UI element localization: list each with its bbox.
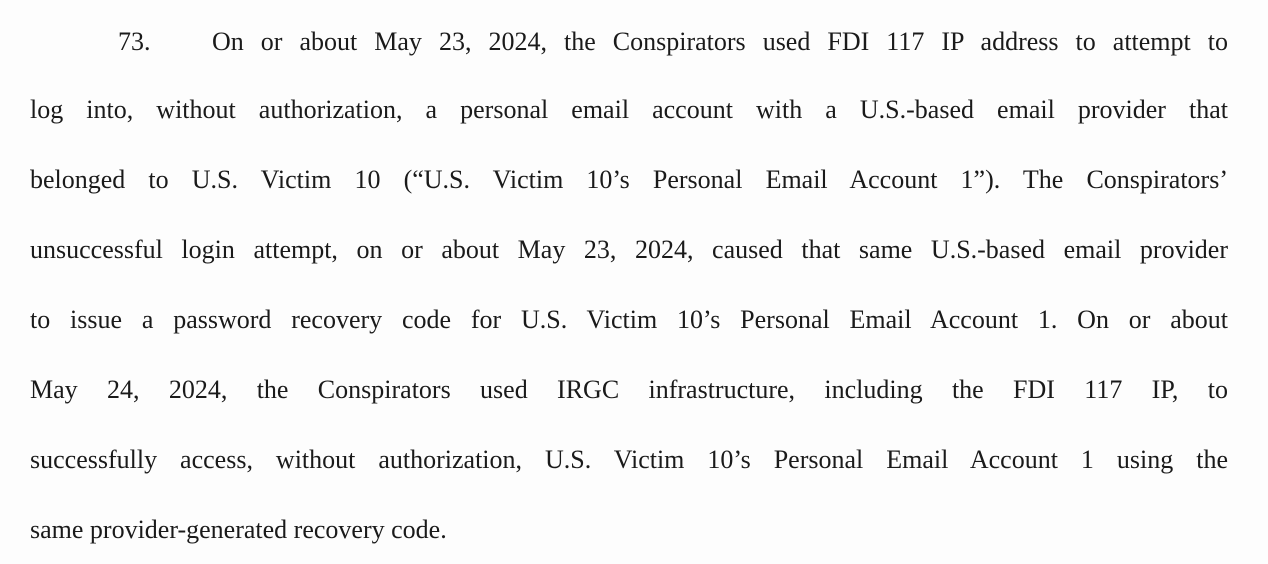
- paragraph-line-1-text: On or about May 23, 2024, the Conspirators used FDI 117 IP address to attempt to: [212, 27, 1228, 56]
- paragraph-number: 73.: [118, 27, 151, 56]
- paragraph-line-6: May 24, 2024, the Conspirators used IRGC infrastructure, including the FDI 117 IP, to: [30, 375, 1228, 404]
- paragraph-line-2: log into, without authorization, a personal email account with a U.S.-based email provider that: [30, 95, 1228, 124]
- paragraph-line-5: to issue a password recovery code for U.S. Victim 10’s Personal Email Account 1. On or about: [30, 305, 1228, 334]
- paragraph-line-1: [118, 22, 1228, 62]
- paragraph-line-7: successfully access, without authorization, U.S. Victim 10’s Personal Email Account 1 using the: [30, 445, 1228, 474]
- paragraph-line-4: unsuccessful login attempt, on or about May 23, 2024, caused that same U.S.-based email provider: [30, 235, 1228, 264]
- paragraph-line-3: belonged to U.S. Victim 10 (“U.S. Victim 10’s Personal Email Account 1”). The Conspirators’: [30, 165, 1228, 194]
- paragraph-line-8: same provider-generated recovery code.: [30, 515, 447, 544]
